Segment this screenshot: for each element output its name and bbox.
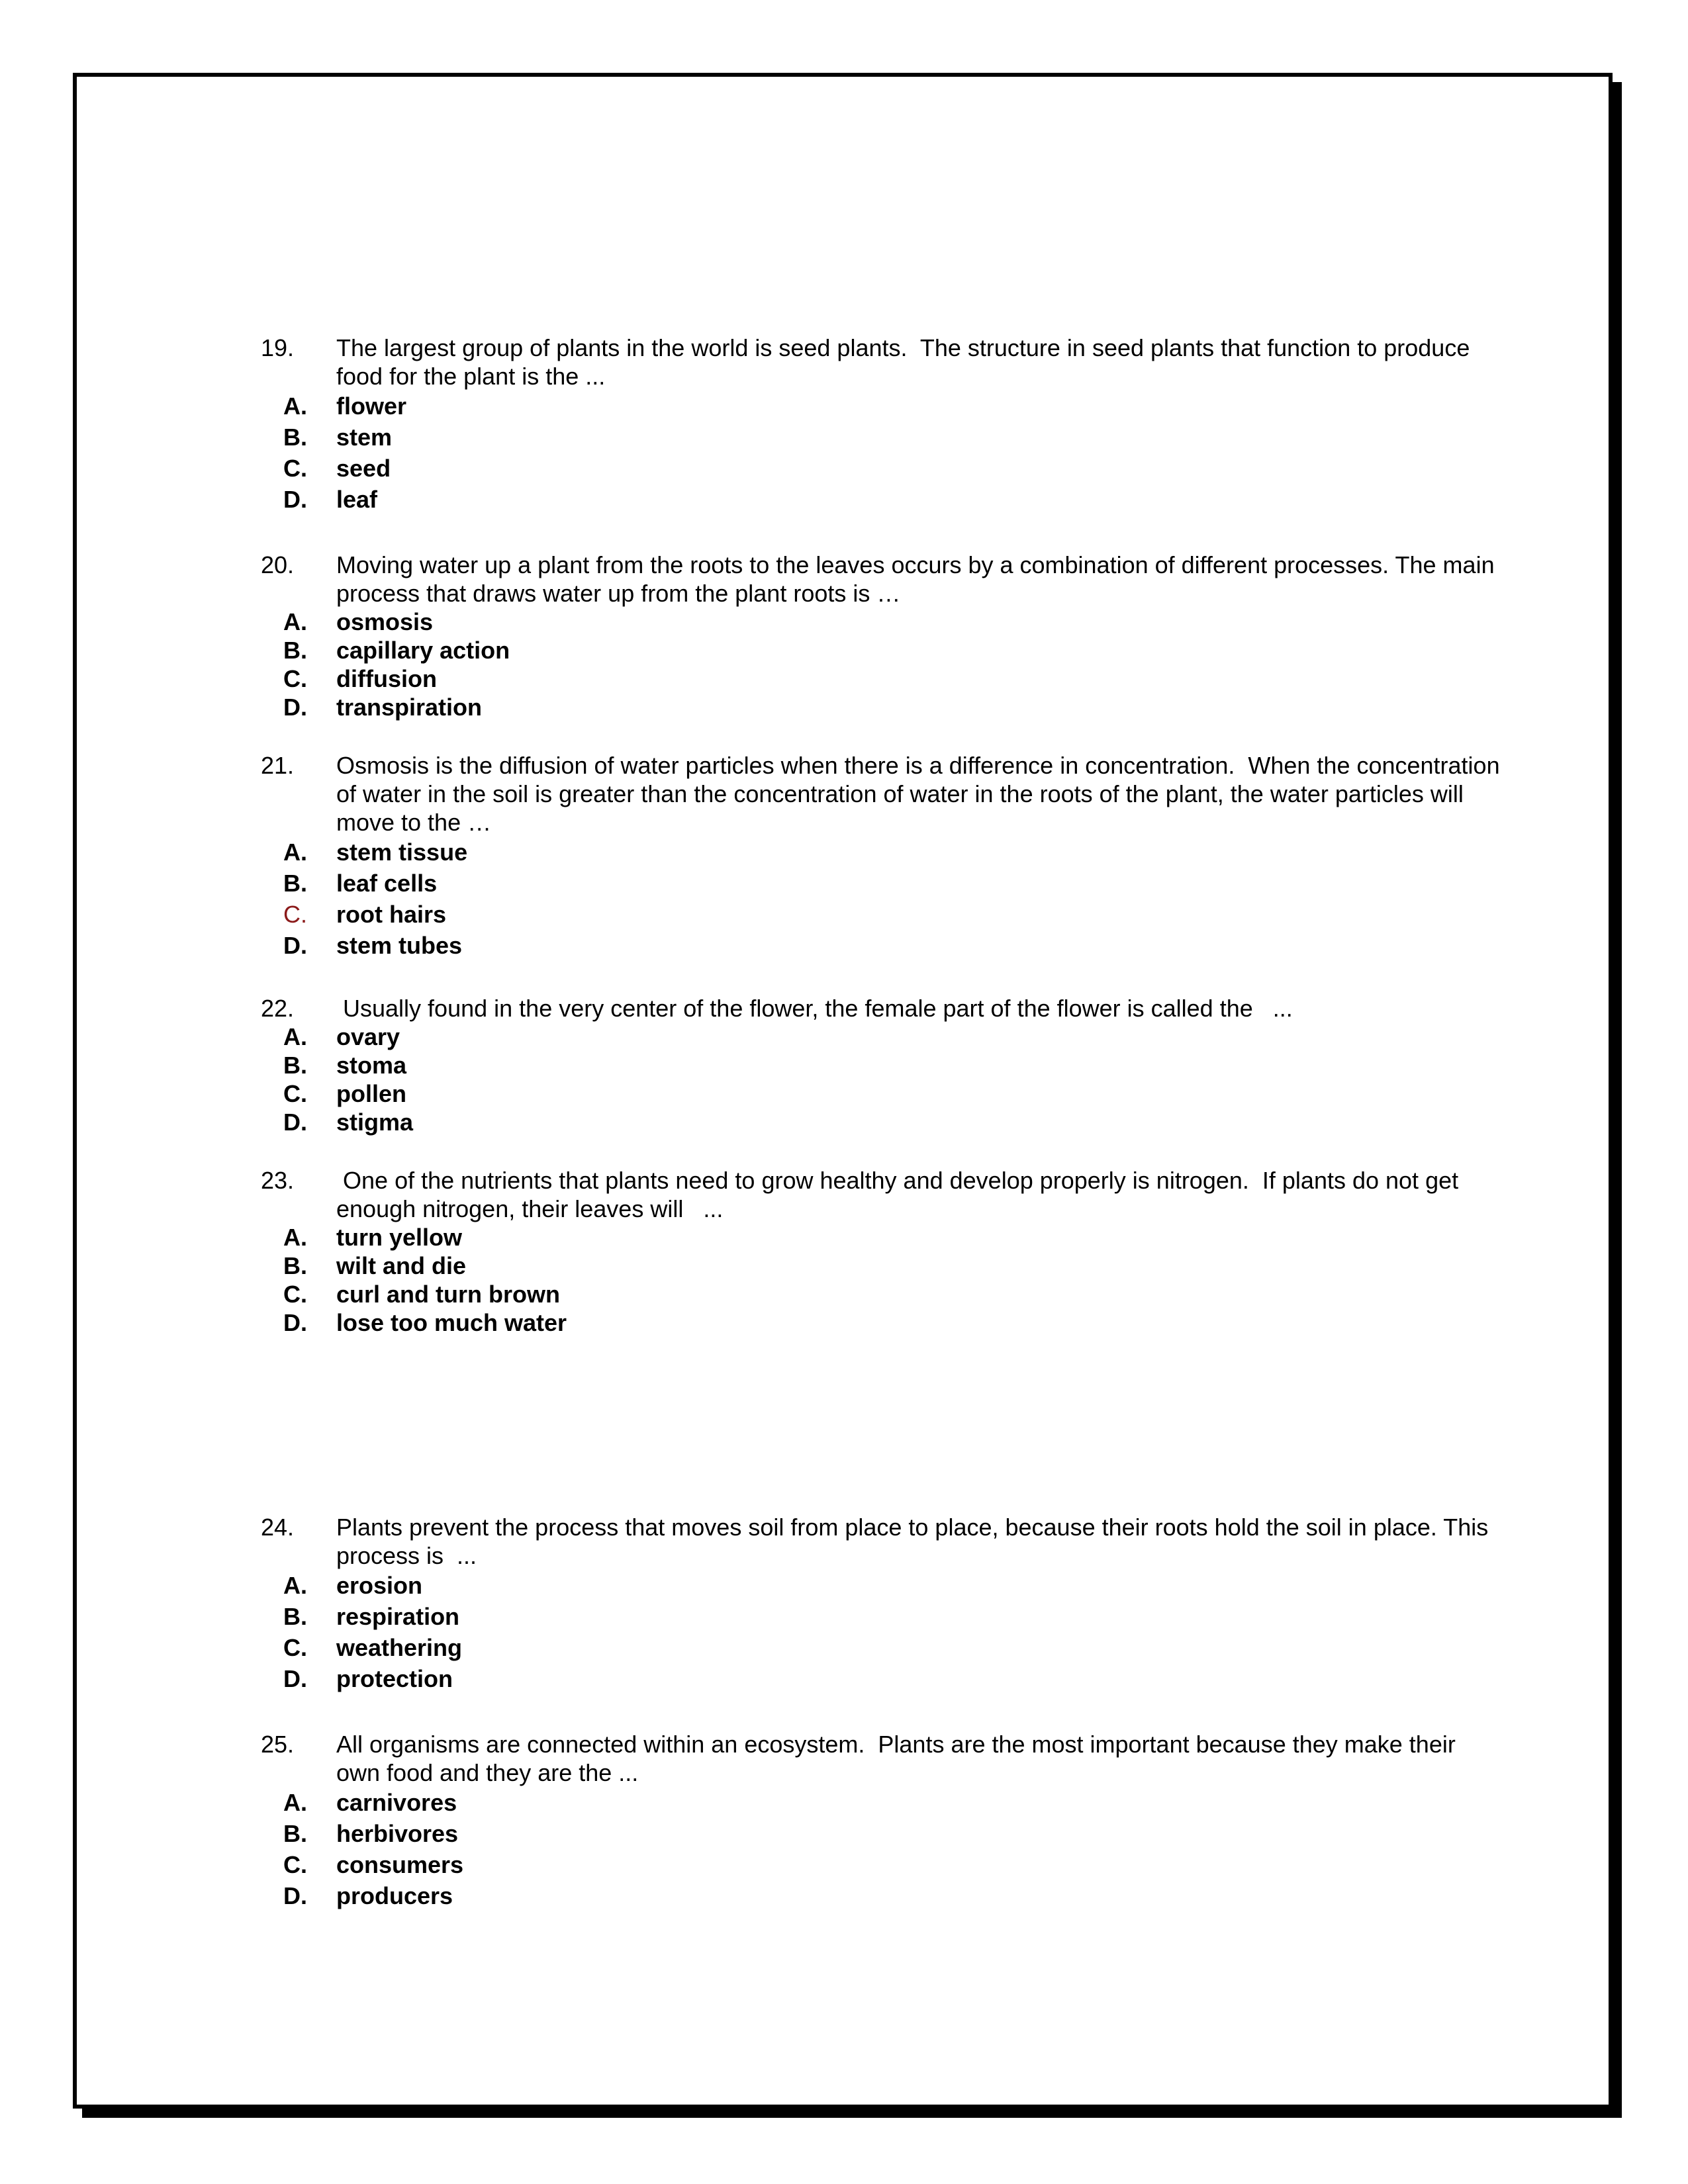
question-number: 19. (261, 334, 295, 361)
question-number: 22. (261, 995, 295, 1022)
option-text: curl and turn brown (336, 1281, 560, 1308)
option-text: root hairs (336, 901, 447, 928)
option-letter: A. (283, 392, 307, 420)
question-text: One of the nutrients that plants need to grow healthy and develop properly is nitrogen. If plants do not get enough nitrogen, their leaves will ... (336, 1167, 1466, 1222)
option-letter: B. (283, 870, 307, 897)
question-text: Plants prevent the process that moves soil from place to place, because their roots hold the soil in place. This process is ... (336, 1514, 1495, 1569)
option-text: transpiration (336, 694, 483, 721)
option-a[interactable] (261, 1023, 1505, 1051)
option-text: diffusion (336, 665, 437, 692)
option-text: leaf (336, 486, 378, 513)
option-d[interactable] (261, 1663, 1505, 1694)
option-letter: C. (283, 1634, 307, 1661)
option-letter: D. (283, 1665, 307, 1692)
option-letter: B. (283, 1052, 307, 1079)
option-b[interactable] (261, 868, 1505, 899)
option-text: weathering (336, 1634, 463, 1661)
option-d[interactable] (261, 930, 1505, 961)
option-c[interactable] (261, 899, 1505, 930)
option-a[interactable] (261, 1223, 1505, 1251)
option-text: stigma (336, 1109, 414, 1136)
option-c[interactable] (261, 1632, 1505, 1663)
option-letter: D. (283, 486, 307, 513)
option-letter: A. (283, 1789, 307, 1816)
question-number: 23. (261, 1167, 295, 1194)
option-letter: D. (283, 694, 307, 721)
option-c[interactable] (261, 664, 1505, 693)
option-c[interactable] (261, 1079, 1505, 1108)
question-text: The largest group of plants in the world is seed plants. The structure in seed plants that function to produce food for the plant is the ... (336, 334, 1477, 390)
question-number: 21. (261, 752, 295, 779)
option-text: ovary (336, 1023, 400, 1050)
question-24 (261, 1513, 1505, 1694)
option-letter: D. (283, 1309, 307, 1336)
option-b[interactable] (261, 1251, 1505, 1280)
option-d[interactable] (261, 1880, 1505, 1911)
question-25 (261, 1730, 1505, 1911)
option-d[interactable] (261, 1308, 1505, 1337)
option-text: stem tubes (336, 932, 463, 959)
option-b[interactable] (261, 422, 1505, 453)
option-text: producers (336, 1882, 453, 1909)
option-text: pollen (336, 1080, 406, 1107)
option-letter: B. (283, 1820, 307, 1847)
question-21 (261, 751, 1505, 961)
option-letter: C. (283, 665, 307, 692)
option-text: stem tissue (336, 839, 468, 866)
option-text: herbivores (336, 1820, 459, 1847)
question-number: 20. (261, 551, 295, 578)
option-text: erosion (336, 1572, 423, 1599)
option-text: wilt and die (336, 1252, 467, 1279)
option-c[interactable] (261, 453, 1505, 484)
option-letter: B. (283, 637, 307, 664)
option-text: osmosis (336, 608, 434, 635)
option-text: protection (336, 1665, 453, 1692)
option-a[interactable] (261, 608, 1505, 636)
option-text: respiration (336, 1603, 460, 1630)
option-text: capillary action (336, 637, 510, 664)
question-text: Osmosis is the diffusion of water particles when there is a difference in concentration. When the concentration of water in the soil is greater than the concentration of water in the roots of the plant, the water particles will move to the … (336, 752, 1507, 836)
option-text: consumers (336, 1851, 464, 1878)
option-letter: C. (283, 1080, 307, 1107)
option-a[interactable] (261, 1570, 1505, 1601)
option-text: leaf cells (336, 870, 438, 897)
option-letter: C. (283, 1851, 307, 1878)
option-c[interactable] (261, 1849, 1505, 1880)
option-letter: A. (283, 839, 307, 866)
question-number: 25. (261, 1731, 295, 1758)
option-letter: B. (283, 424, 307, 451)
option-text: flower (336, 392, 407, 420)
option-letter: D. (283, 1882, 307, 1909)
question-text: Moving water up a plant from the roots to the leaves occurs by a combination of different processes. The main process that draws water up from the plant roots is … (336, 551, 1501, 607)
option-text: carnivores (336, 1789, 457, 1816)
option-text: lose too much water (336, 1309, 567, 1336)
option-text: turn yellow (336, 1224, 463, 1251)
question-number: 24. (261, 1514, 295, 1541)
option-letter: A. (283, 608, 307, 635)
option-b[interactable] (261, 1051, 1505, 1079)
option-b[interactable] (261, 1601, 1505, 1632)
question-19 (261, 334, 1505, 515)
option-letter: C. (283, 455, 307, 482)
option-text: stoma (336, 1052, 407, 1079)
option-text: seed (336, 455, 391, 482)
option-letter: D. (283, 932, 307, 959)
option-a[interactable] (261, 837, 1505, 868)
question-23 (261, 1166, 1505, 1337)
option-text: stem (336, 424, 393, 451)
option-c[interactable] (261, 1280, 1505, 1308)
question-text: Usually found in the very center of the flower, the female part of the flower is called the ... (336, 995, 1293, 1022)
option-letter: C. (283, 901, 307, 928)
option-d[interactable] (261, 1108, 1505, 1136)
option-letter: A. (283, 1572, 307, 1599)
question-text: All organisms are connected within an ecosystem. Plants are the most important because they make their own food and they are the ... (336, 1731, 1462, 1786)
option-a[interactable] (261, 1787, 1505, 1818)
option-letter: C. (283, 1281, 307, 1308)
option-letter: B. (283, 1603, 307, 1630)
option-letter: A. (283, 1224, 307, 1251)
option-d[interactable] (261, 693, 1505, 721)
option-letter: B. (283, 1252, 307, 1279)
question-22 (261, 994, 1505, 1136)
option-letter: D. (283, 1109, 307, 1136)
question-20 (261, 551, 1505, 721)
option-b[interactable] (261, 1818, 1505, 1849)
option-d[interactable] (261, 484, 1505, 515)
option-b[interactable] (261, 636, 1505, 664)
option-letter: A. (283, 1023, 307, 1050)
option-a[interactable] (261, 390, 1505, 422)
